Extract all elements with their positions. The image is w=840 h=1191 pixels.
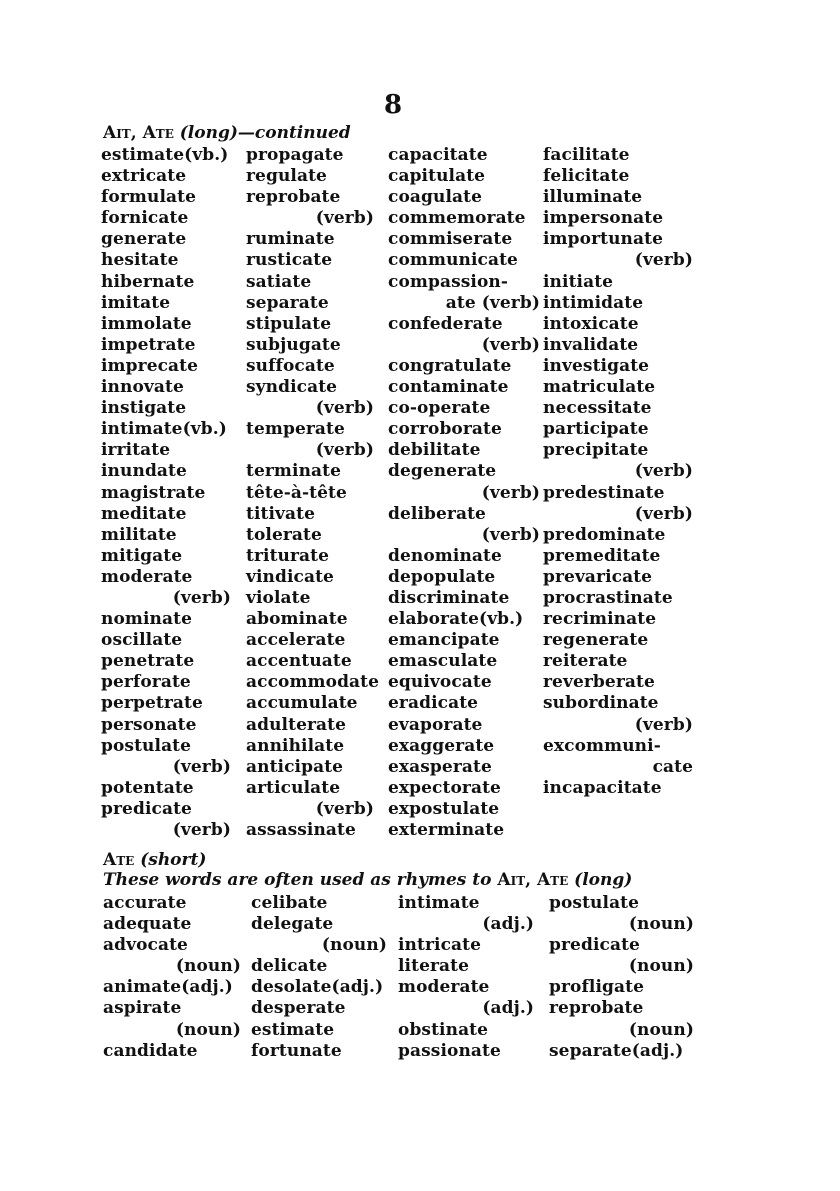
word-entry: (noun) xyxy=(175,956,241,977)
word-entry: invalidate xyxy=(543,334,639,355)
word-entry: subjugate xyxy=(246,334,341,355)
word-entry: animate(adj.) xyxy=(103,977,233,998)
word-entry: violate xyxy=(246,587,311,608)
word-entry: reprobate xyxy=(549,998,644,1019)
word-entry: importunate xyxy=(543,229,663,250)
word-entry: emasculate xyxy=(388,651,498,672)
section-note xyxy=(103,870,632,890)
word-entry: tête-à-tête xyxy=(246,482,347,503)
word-entry: co-operate xyxy=(388,398,491,419)
word-entry: intimate xyxy=(398,893,480,913)
word-entry: accumulate xyxy=(246,693,358,714)
word-entry: evaporate xyxy=(388,714,483,735)
short-word-column-3 xyxy=(398,893,534,1062)
word-entry: desolate(adj.) xyxy=(251,977,384,998)
word-entry: impetrate xyxy=(101,334,196,355)
word-entry: fornicate xyxy=(101,208,189,229)
word-entry: (noun) xyxy=(628,1019,694,1040)
word-column-2 xyxy=(246,145,380,841)
word-entry: expectorate xyxy=(388,777,501,798)
word-entry: literate xyxy=(398,956,470,977)
word-entry: celibate xyxy=(251,893,328,913)
word-entry: nominate xyxy=(101,609,192,630)
word-entry: innovate xyxy=(101,377,184,398)
word-entry: penetrate xyxy=(101,651,195,672)
word-entry: estimate(vb.) xyxy=(101,145,229,165)
word-entry: ruminate xyxy=(246,229,335,250)
word-entry: hibernate xyxy=(101,271,195,292)
word-entry: (verb) xyxy=(481,524,540,545)
word-entry: (verb) xyxy=(315,798,374,819)
section-heading-main: Ait, Ate xyxy=(103,123,174,143)
word-entry: candidate xyxy=(103,1040,198,1061)
section-heading xyxy=(103,123,351,143)
word-entry: incapacitate xyxy=(543,777,662,798)
word-entry: aspirate xyxy=(103,998,182,1019)
word-entry: equivocate xyxy=(388,672,492,693)
word-entry: recriminate xyxy=(543,609,657,630)
word-entry: investigate xyxy=(543,355,650,376)
word-entry: intoxicate xyxy=(543,313,639,334)
word-entry: impersonate xyxy=(543,208,664,229)
word-entry: predicate xyxy=(101,798,192,819)
word-entry: capitulate xyxy=(388,166,486,187)
section-heading-main: Ate xyxy=(103,850,135,870)
word-entry: (noun) xyxy=(628,956,694,977)
word-entry: satiate xyxy=(246,271,312,292)
word-column-3 xyxy=(388,145,540,841)
word-entry: exterminate xyxy=(388,820,505,840)
word-entry: regenerate xyxy=(543,630,649,651)
word-entry: necessitate xyxy=(543,398,652,419)
word-entry: (verb) xyxy=(315,208,374,229)
word-entry: confederate xyxy=(388,313,503,334)
word-entry: (noun) xyxy=(321,935,387,956)
word-entry: vindicate xyxy=(246,566,334,587)
word-entry: formulate xyxy=(101,187,196,208)
word-entry: contaminate xyxy=(388,377,509,398)
word-entry: anticipate xyxy=(246,756,344,777)
word-entry: deliberate xyxy=(388,503,486,524)
word-entry: (verb) xyxy=(172,587,231,608)
word-entry: personate xyxy=(101,714,197,735)
word-entry: expostulate xyxy=(388,798,500,819)
word-entry: terminate xyxy=(246,461,342,482)
word-entry: ate (verb) xyxy=(445,292,540,313)
word-entry: coagulate xyxy=(388,187,482,208)
word-entry: temperate xyxy=(246,419,345,440)
short-word-column-1 xyxy=(103,893,241,1062)
word-entry: postulate xyxy=(549,893,640,913)
word-entry: excommuni- xyxy=(543,735,661,756)
word-entry: (verb) xyxy=(634,250,693,271)
word-entry: commemorate xyxy=(388,208,526,229)
word-entry: intimidate xyxy=(543,292,644,313)
word-entry: intimate(vb.) xyxy=(101,419,227,440)
word-entry: compassion- xyxy=(388,271,509,292)
word-entry: tolerate xyxy=(246,524,322,545)
word-entry: fortunate xyxy=(251,1040,342,1061)
word-entry: potentate xyxy=(101,777,194,798)
word-entry: obstinate xyxy=(398,1019,489,1040)
word-entry: moderate xyxy=(398,977,490,998)
word-entry: (verb) xyxy=(481,482,540,503)
word-entry: advocate xyxy=(103,935,188,956)
word-entry: accelerate xyxy=(246,630,346,651)
word-entry: participate xyxy=(543,419,649,440)
word-entry: depopulate xyxy=(388,566,496,587)
word-column-1 xyxy=(101,145,231,841)
word-entry: separate xyxy=(246,292,329,313)
word-entry: congratulate xyxy=(388,355,512,376)
word-entry: facilitate xyxy=(543,145,630,165)
word-entry: immolate xyxy=(101,313,192,334)
section-heading-sub: (short) xyxy=(140,850,207,870)
word-entry: exaggerate xyxy=(388,735,495,756)
word-entry: triturate xyxy=(246,545,330,566)
word-entry: debilitate xyxy=(388,440,481,461)
word-entry: reprobate xyxy=(246,187,341,208)
word-entry: profligate xyxy=(549,977,644,998)
word-entry: delicate xyxy=(251,956,328,977)
word-entry: (verb) xyxy=(634,461,693,482)
word-entry: suffocate xyxy=(246,355,335,376)
word-entry: rusticate xyxy=(246,250,333,271)
word-entry: matriculate xyxy=(543,377,656,398)
word-entry: commiserate xyxy=(388,229,513,250)
word-entry: extricate xyxy=(101,166,187,187)
word-entry: abominate xyxy=(246,609,348,630)
word-entry: discriminate xyxy=(388,587,510,608)
note-suffix: (long) xyxy=(574,870,633,890)
word-entry: annihilate xyxy=(246,735,345,756)
word-entry: separate(adj.) xyxy=(549,1040,684,1061)
word-entry: felicitate xyxy=(543,166,630,187)
word-entry: imprecate xyxy=(101,355,199,376)
word-entry: prevaricate xyxy=(543,566,653,587)
word-entry: adequate xyxy=(103,914,192,935)
word-entry: perforate xyxy=(101,672,191,693)
word-entry: assassinate xyxy=(246,820,356,840)
word-entry: meditate xyxy=(101,503,187,524)
word-entry: perpetrate xyxy=(101,693,203,714)
word-entry: reiterate xyxy=(543,651,628,672)
word-entry: (verb) xyxy=(172,756,231,777)
word-entry: illuminate xyxy=(543,187,643,208)
word-entry: subordinate xyxy=(543,693,659,714)
word-entry: (verb) xyxy=(481,334,540,355)
word-entry: predicate xyxy=(549,935,640,956)
word-entry: oscillate xyxy=(101,630,183,651)
word-entry: delegate xyxy=(251,914,334,935)
word-entry: premeditate xyxy=(543,545,661,566)
word-entry: (adj.) xyxy=(482,914,534,935)
word-entry: (noun) xyxy=(628,914,694,935)
word-entry: passionate xyxy=(398,1040,501,1061)
word-entry: (verb) xyxy=(634,503,693,524)
word-entry: predestinate xyxy=(543,482,665,503)
word-entry: accurate xyxy=(103,893,187,913)
word-entry: adulterate xyxy=(246,714,347,735)
word-entry: militate xyxy=(101,524,177,545)
word-entry: exasperate xyxy=(388,756,492,777)
word-entry: (adj.) xyxy=(482,998,534,1019)
word-entry: emancipate xyxy=(388,630,500,651)
word-entry: syndicate xyxy=(246,377,338,398)
word-entry: instigate xyxy=(101,398,187,419)
word-entry: precipitate xyxy=(543,440,649,461)
word-entry: postulate xyxy=(101,735,192,756)
note-text: These words are often used as rhymes to xyxy=(103,870,492,890)
word-entry: imitate xyxy=(101,292,171,313)
word-entry: corroborate xyxy=(388,419,502,440)
word-entry: procrastinate xyxy=(543,587,673,608)
word-entry: (verb) xyxy=(315,398,374,419)
word-entry: articulate xyxy=(246,777,341,798)
word-entry: accommodate xyxy=(246,672,380,693)
word-entry: eradicate xyxy=(388,693,479,714)
word-entry: magistrate xyxy=(101,482,206,503)
word-entry: accentuate xyxy=(246,651,352,672)
word-entry: (verb) xyxy=(315,440,374,461)
word-entry: degenerate xyxy=(388,461,497,482)
word-column-4 xyxy=(543,145,693,799)
word-entry: (verb) xyxy=(172,820,231,840)
word-entry: initiate xyxy=(543,271,614,292)
word-entry: communicate xyxy=(388,250,518,271)
word-entry: predominate xyxy=(543,524,666,545)
word-entry: denominate xyxy=(388,545,502,566)
word-entry: intricate xyxy=(398,935,482,956)
note-rhyme-key: Ait, Ate xyxy=(497,870,569,890)
word-entry: titivate xyxy=(246,503,315,524)
short-word-column-2 xyxy=(251,893,387,1062)
page-number: 8 xyxy=(384,90,403,120)
short-word-column-4 xyxy=(549,893,694,1062)
word-entry: moderate xyxy=(101,566,193,587)
word-entry: estimate xyxy=(251,1019,335,1040)
section-heading-sub: (long)—continued xyxy=(179,123,351,143)
word-entry: hesitate xyxy=(101,250,179,271)
word-entry: elaborate(vb.) xyxy=(388,609,524,630)
word-entry: propagate xyxy=(246,145,344,165)
word-entry: regulate xyxy=(246,166,327,187)
word-entry: generate xyxy=(101,229,187,250)
word-entry: capacitate xyxy=(388,145,488,165)
word-entry: desperate xyxy=(251,998,346,1019)
word-entry: stipulate xyxy=(246,313,332,334)
word-entry: (noun) xyxy=(175,1019,241,1040)
word-entry: (verb) xyxy=(634,714,693,735)
word-entry: cate xyxy=(652,756,693,777)
section-heading-short xyxy=(103,850,206,870)
word-entry: irritate xyxy=(101,440,171,461)
word-entry: inundate xyxy=(101,461,187,482)
word-entry: mitigate xyxy=(101,545,183,566)
word-entry: reverberate xyxy=(543,672,655,693)
